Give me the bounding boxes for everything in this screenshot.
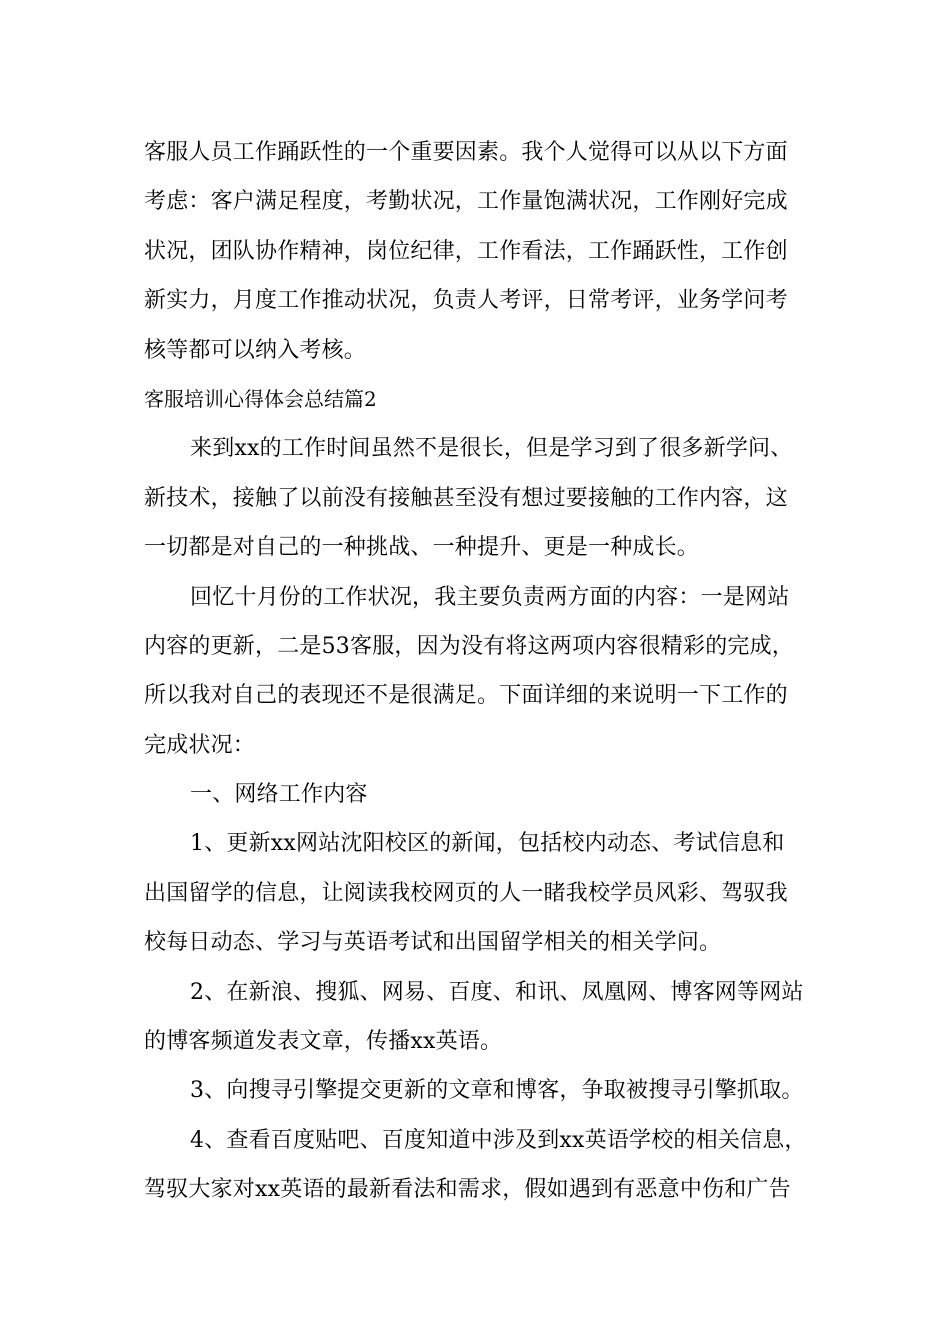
section-heading: 客服培训心得体会总结篇2 [144, 386, 377, 411]
text-line: 驾驭大家对xx英语的最新看法和需求，假如遇到有恶意中伤和广告 [144, 1177, 791, 1203]
text-line: 出国留学的信息，让阅读我校网页的人一睹我校学员风彩、驾驭我 [144, 880, 788, 906]
text-line: 考虑：客户满足程度，考勤状况，工作量饱满状况，工作刚好完成 [144, 189, 788, 215]
text-line: 的博客频道发表文章，传播xx英语。 [144, 1029, 503, 1055]
text-line: 新技术，接触了以前没有接触甚至没有想过要接触的工作内容，这 [144, 485, 788, 511]
text-line: 4、查看百度贴吧、百度知道中涉及到xx英语学校的相关信息， [190, 1127, 807, 1153]
text-line: 3、向搜寻引擎提交更新的文章和博客，争取被搜寻引擎抓取。 [190, 1078, 804, 1104]
text-line: 所以我对自己的表现还不是很满足。下面详细的来说明一下工作的 [144, 683, 788, 709]
text-line: 一切都是对自己的一种挑战、一种提升、更是一种成长。 [144, 535, 700, 561]
text-line: 校每日动态、学习与英语考试和出国留学相关的相关学问。 [144, 930, 722, 956]
text-line: 内容的更新，二是53客服，因为没有将这两项内容很精彩的完成， [144, 633, 794, 659]
text-line: 客服人员工作踊跃性的一个重要因素。我个人觉得可以从以下方面 [144, 140, 788, 165]
text-line: 状况，团队协作精神，岗位纪律，工作看法，工作踊跃性，工作创 [144, 238, 788, 264]
text-line: 核等都可以纳入考核。 [144, 337, 367, 363]
subheading-line: 一、网络工作内容 [190, 782, 368, 808]
text-line: 1、更新xx网站沈阳校区的新闻，包括校内动态、考试信息和 [190, 831, 785, 857]
text-line: 完成状况： [144, 732, 256, 758]
text-line: 回忆十月份的工作状况，我主要负责两方面的内容：一是网站 [190, 584, 790, 610]
text-line: 新实力，月度工作推动状况，负责人考评，日常考评，业务学问考 [144, 288, 788, 314]
text-line: 2、在新浪、搜狐、网易、百度、和讯、凤凰网、博客网等网站 [190, 979, 804, 1005]
document-body [144, 128, 808, 1215]
text-line: 来到xx的工作时间虽然不是很长，但是学习到了很多新学问、 [190, 436, 793, 462]
